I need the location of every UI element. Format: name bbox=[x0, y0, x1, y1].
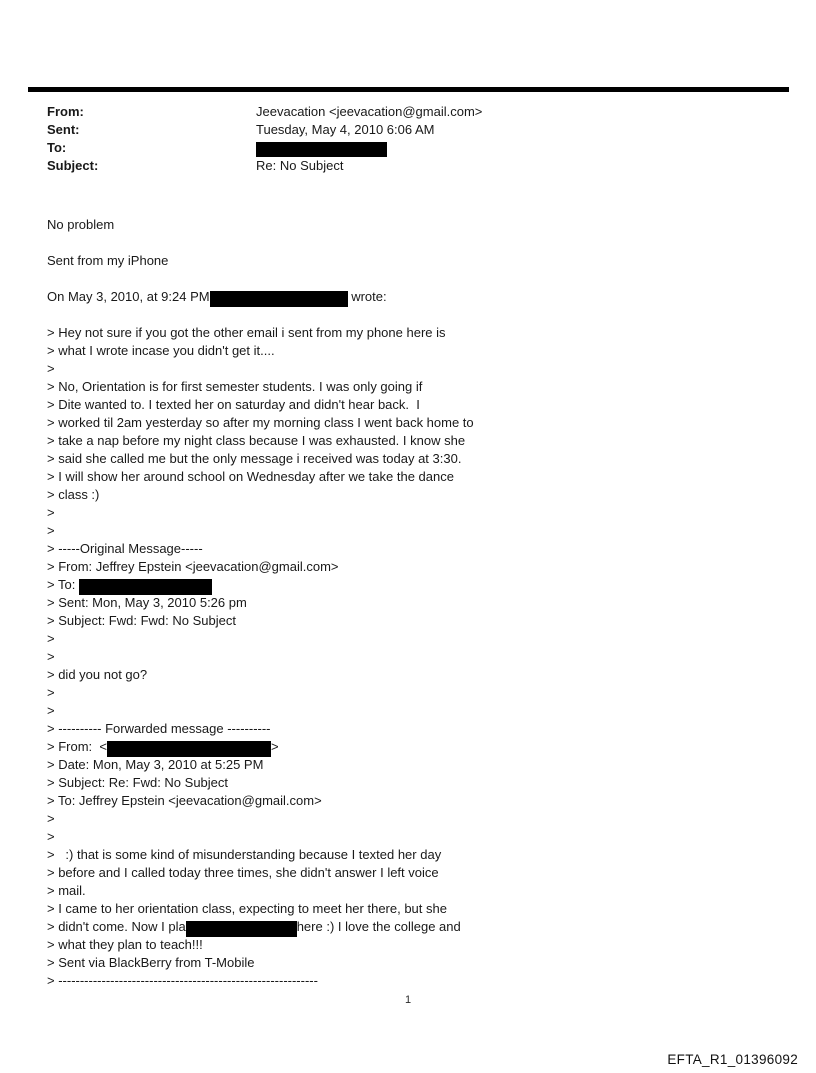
email-body-line bbox=[47, 378, 474, 396]
email-body-line bbox=[47, 954, 474, 972]
email-body-text: > To: bbox=[47, 577, 79, 592]
email-body-text: > said she called me but the only message i received was today at 3:30. bbox=[47, 451, 462, 466]
email-body-line bbox=[47, 414, 474, 432]
email-body-line bbox=[47, 702, 474, 720]
email-header-row bbox=[47, 139, 482, 157]
email-body-line bbox=[47, 324, 474, 342]
email-body-line bbox=[47, 504, 474, 522]
email-body-line bbox=[47, 738, 474, 756]
email-body-line bbox=[47, 684, 474, 702]
email-body-text: > ---------- Forwarded message ---------- bbox=[47, 721, 271, 736]
email-body-line bbox=[47, 558, 474, 576]
email-header-value: Tuesday, May 4, 2010 6:06 AM bbox=[256, 122, 435, 137]
email-body-text: > bbox=[47, 505, 55, 520]
email-body-text: > Subject: Fwd: Fwd: No Subject bbox=[47, 613, 236, 628]
email-body-line bbox=[47, 522, 474, 540]
email-body-line bbox=[47, 666, 474, 684]
email-body-line bbox=[47, 432, 474, 450]
email-header-row bbox=[47, 157, 482, 175]
email-body-text: > From: < bbox=[47, 739, 107, 754]
email-body-text: No problem bbox=[47, 217, 115, 232]
email-body-text: > Date: Mon, May 3, 2010 at 5:25 PM bbox=[47, 757, 264, 772]
email-body-line bbox=[47, 450, 474, 468]
email-header-value: Re: No Subject bbox=[256, 158, 344, 173]
email-body-text: > take a nap before my night class because I was exhausted. I know she bbox=[47, 433, 466, 448]
email-body-text: > -----Original Message----- bbox=[47, 541, 203, 556]
email-body-text: > bbox=[47, 829, 55, 844]
email-body-line bbox=[47, 396, 474, 414]
email-body-text: > class :) bbox=[47, 487, 100, 502]
email-body-line bbox=[47, 846, 474, 864]
email-body-text: > No, Orientation is for first semester students. I was only going if bbox=[47, 379, 423, 394]
email-header bbox=[47, 103, 482, 175]
email-body-text: > didn't come. Now I pla bbox=[47, 919, 186, 934]
redaction-bar bbox=[210, 291, 348, 307]
email-body-line bbox=[47, 468, 474, 486]
email-body-line bbox=[47, 882, 474, 900]
redaction-bar bbox=[186, 921, 297, 937]
email-body-text: On May 3, 2010, at 9:24 PM bbox=[47, 289, 210, 304]
email-body-line bbox=[47, 216, 474, 234]
email-body-text: > Subject: Re: Fwd: No Subject bbox=[47, 775, 229, 790]
email-body-text: > I came to her orientation class, expecting to meet her there, but she bbox=[47, 901, 447, 916]
email-body-line bbox=[47, 342, 474, 360]
email-body-line bbox=[47, 900, 474, 918]
email-body-line bbox=[47, 612, 474, 630]
email-body-text: > bbox=[47, 811, 55, 826]
redaction-bar bbox=[107, 741, 271, 757]
email-body-text: > did you not go? bbox=[47, 667, 148, 682]
email-body-line bbox=[47, 810, 474, 828]
email-body-text: > I will show her around school on Wednesday after we take the dance bbox=[47, 469, 454, 484]
email-body-text: > bbox=[47, 685, 55, 700]
email-body-text: Sent from my iPhone bbox=[47, 253, 169, 268]
email-body-line bbox=[47, 252, 474, 270]
email-body-text: > what they plan to teach!!! bbox=[47, 937, 203, 952]
email-body-line bbox=[47, 918, 474, 936]
email-body-line bbox=[47, 576, 474, 594]
email-header-label: From: bbox=[47, 104, 84, 119]
email-body-line bbox=[47, 756, 474, 774]
email-body-line bbox=[47, 648, 474, 666]
email-body-text: > Hey not sure if you got the other email i sent from my phone here is bbox=[47, 325, 446, 340]
email-body-text: > Sent: Mon, May 3, 2010 5:26 pm bbox=[47, 595, 247, 610]
redaction-bar bbox=[256, 142, 387, 157]
email-body-line bbox=[47, 270, 474, 288]
email-body-text: > bbox=[47, 649, 55, 664]
email-body-text: > :) that is some kind of misunderstanding because I texted her day bbox=[47, 847, 442, 862]
email-body-line bbox=[47, 486, 474, 504]
email-body-line bbox=[47, 360, 474, 378]
email-body-line bbox=[47, 828, 474, 846]
email-body-line bbox=[47, 936, 474, 954]
header-divider-rule bbox=[28, 87, 789, 92]
email-body-line bbox=[47, 306, 474, 324]
email-body-text: > From: Jeffrey Epstein <jeevacation@gmail.com> bbox=[47, 559, 339, 574]
email-body-line bbox=[47, 792, 474, 810]
email-body-text: > mail. bbox=[47, 883, 86, 898]
email-body-text: > bbox=[47, 631, 55, 646]
bates-number: EFTA_R1_01396092 bbox=[667, 1052, 798, 1067]
email-header-row bbox=[47, 103, 482, 121]
email-body-line bbox=[47, 234, 474, 252]
email-body-text: > Sent via BlackBerry from T-Mobile bbox=[47, 955, 255, 970]
redaction-bar bbox=[79, 579, 212, 595]
email-header-value: Jeevacation <jeevacation@gmail.com> bbox=[256, 104, 483, 119]
email-body-line bbox=[47, 720, 474, 738]
email-header-label: Subject: bbox=[47, 158, 99, 173]
email-body-text: > what I wrote incase you didn't get it.... bbox=[47, 343, 275, 358]
email-body-text: > bbox=[47, 523, 55, 538]
email-body-line bbox=[47, 288, 474, 306]
email-body-text: > ------------------------------------------------------------ bbox=[47, 973, 318, 988]
email-body-text: here :) I love the college and bbox=[296, 919, 461, 934]
page-number: 1 bbox=[404, 994, 412, 1006]
email-body-line bbox=[47, 630, 474, 648]
email-body-text: > before and I called today three times, she didn't answer I left voice bbox=[47, 865, 439, 880]
email-body-line bbox=[47, 864, 474, 882]
email-header-label: Sent: bbox=[47, 122, 80, 137]
email-body-line bbox=[47, 774, 474, 792]
email-body-text: > bbox=[47, 703, 55, 718]
email-body-line bbox=[47, 540, 474, 558]
email-body-text: > To: Jeffrey Epstein <jeevacation@gmail.com> bbox=[47, 793, 322, 808]
email-header-label: To: bbox=[47, 140, 67, 155]
email-body-text: > bbox=[47, 361, 55, 376]
email-body-text: > bbox=[270, 739, 279, 754]
email-body-line bbox=[47, 594, 474, 612]
email-body bbox=[47, 216, 474, 990]
email-body-text: wrote: bbox=[347, 289, 387, 304]
email-header-row bbox=[47, 121, 482, 139]
email-body-text: > Dite wanted to. I texted her on saturday and didn't hear back. I bbox=[47, 397, 420, 412]
email-body-line bbox=[47, 972, 474, 990]
email-body-text: > worked til 2am yesterday so after my morning class I went back home to bbox=[47, 415, 474, 430]
